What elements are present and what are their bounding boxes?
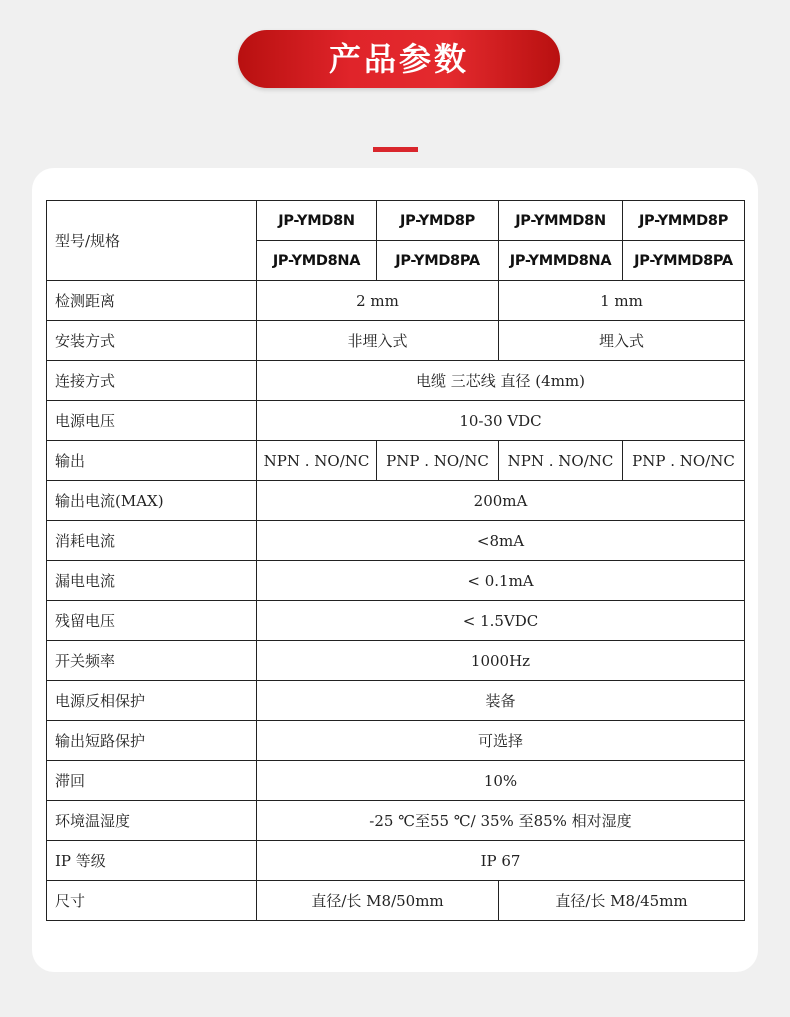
value-cell: 1000Hz [257, 641, 745, 681]
value-cell: < 0.1mA [257, 561, 745, 601]
model-cell: JP-YMMD8N [499, 201, 623, 241]
row-label: 漏电电流 [47, 561, 257, 601]
table-row [47, 841, 745, 881]
row-label: 残留电压 [47, 601, 257, 641]
model-cell: JP-YMD8PA [377, 241, 499, 281]
model-cell: JP-YMD8NA [257, 241, 377, 281]
model-cell: JP-YMMD8NA [499, 241, 623, 281]
page-title: 产品参数 [238, 30, 560, 88]
row-label: 检测距离 [47, 281, 257, 321]
model-cell: JP-YMMD8PA [623, 241, 745, 281]
row-label: 电源反相保护 [47, 681, 257, 721]
value-cell: 非埋入式 [257, 321, 499, 361]
table-row [47, 801, 745, 841]
model-cell: JP-YMD8P [377, 201, 499, 241]
row-label: 安装方式 [47, 321, 257, 361]
table-row-model-1 [47, 201, 745, 241]
value-cell: 可选择 [257, 721, 745, 761]
model-cell: JP-YMMD8P [623, 201, 745, 241]
value-cell: NPN . NO/NC [499, 441, 623, 481]
value-cell: 电缆 三芯线 直径 (4mm) [257, 361, 745, 401]
table-row [47, 881, 745, 921]
value-cell: 1 mm [499, 281, 745, 321]
table-row [47, 281, 745, 321]
value-cell: PNP . NO/NC [377, 441, 499, 481]
value-cell: 10-30 VDC [257, 401, 745, 441]
row-label: 尺寸 [47, 881, 257, 921]
table-row [47, 761, 745, 801]
table-row [47, 601, 745, 641]
row-label: 消耗电流 [47, 521, 257, 561]
row-label: IP 等级 [47, 841, 257, 881]
row-label: 滞回 [47, 761, 257, 801]
value-cell: < 1.5VDC [257, 601, 745, 641]
title-accent-divider [373, 147, 418, 152]
value-cell: -25 ℃至55 ℃/ 35% 至85% 相对湿度 [257, 801, 745, 841]
value-cell: <8mA [257, 521, 745, 561]
row-label: 输出电流(MAX) [47, 481, 257, 521]
value-cell: 2 mm [257, 281, 499, 321]
row-label: 电源电压 [47, 401, 257, 441]
value-cell: 10% [257, 761, 745, 801]
table-row [47, 521, 745, 561]
table-row [47, 361, 745, 401]
table-row [47, 321, 745, 361]
row-label: 环境温湿度 [47, 801, 257, 841]
value-cell: PNP . NO/NC [623, 441, 745, 481]
row-label: 输出 [47, 441, 257, 481]
table-row [47, 481, 745, 521]
table-row [47, 721, 745, 761]
row-label: 连接方式 [47, 361, 257, 401]
table-row [47, 401, 745, 441]
value-cell: IP 67 [257, 841, 745, 881]
value-cell: 直径/长 M8/50mm [257, 881, 499, 921]
spec-table [46, 200, 745, 921]
row-label: 开关频率 [47, 641, 257, 681]
table-row [47, 561, 745, 601]
table-row [47, 641, 745, 681]
table-row [47, 681, 745, 721]
model-cell: JP-YMD8N [257, 201, 377, 241]
model-label: 型号/规格 [47, 201, 257, 281]
value-cell: 埋入式 [499, 321, 745, 361]
value-cell: 直径/长 M8/45mm [499, 881, 745, 921]
value-cell: 装备 [257, 681, 745, 721]
table-row [47, 441, 745, 481]
row-label: 输出短路保护 [47, 721, 257, 761]
value-cell: NPN . NO/NC [257, 441, 377, 481]
value-cell: 200mA [257, 481, 745, 521]
